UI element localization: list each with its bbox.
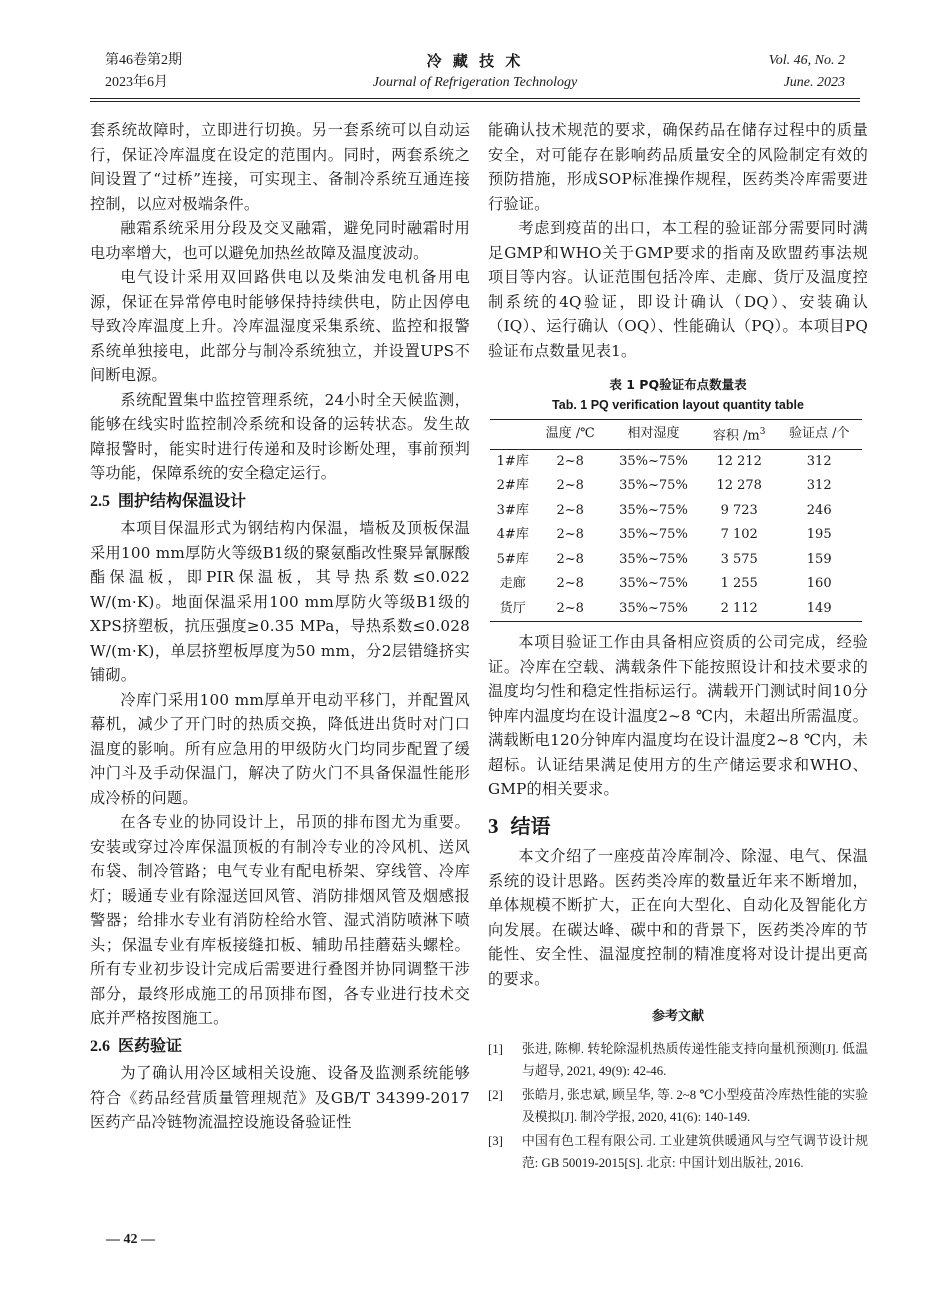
table-cell: 9 723: [720, 502, 758, 518]
table-cell: 2#库: [496, 478, 529, 494]
volume-issue-en: Vol. 46, No. 2: [768, 53, 845, 68]
table-row: [490, 474, 862, 499]
table-cell: 2~8: [556, 527, 584, 543]
table-header-row: [490, 420, 862, 450]
paragraph: 在各专业的协同设计上，吊顶的排布图尤为重要。安装或穿过冷库保温顶板的有制冷专业的冷风机、送风布袋、制冷管路；电气专业有配电桥架、穿线管、冷库灯；暖通专业有除湿送回风管、消防排烟风管及烟感报警器；给排水专业有消防栓给水管、湿式消防喷淋下喷头；保温专业有库板接缝扣板、辅助吊挂蘑菇头螺栓。所有专业初步设计完成后需要进行叠图并协同调整干涉部分，最终形成施工的吊顶排布图，各专业进行技术交底并严格按图施工。: [90, 813, 470, 1027]
table-cell: 3 575: [720, 551, 758, 567]
paragraph: 本项目验证工作由具备相应资质的公司完成，经验证。冷库在空载、满载条件下能按照设计和技术要求的温度均匀性和稳定性指标运行。满载开门测试时间10分钟库内温度均在设计温度2~8 ℃内，未超出所需温度。满载断电120分钟库内温度均在设计温度2~8 ℃内，未超标。认证结果满足使用方的生产储运要求和WHO、GMP的相关要求。: [488, 633, 868, 799]
table-row: [490, 449, 862, 474]
table-row: [490, 572, 862, 597]
table-cell: 2 112: [720, 600, 758, 616]
table-cell: 35%~75%: [619, 527, 688, 543]
reference-item: [488, 1130, 868, 1174]
section-number: 3: [488, 813, 499, 838]
table-cell: 5#库: [496, 551, 529, 567]
section-number: 2.6: [90, 1037, 110, 1055]
table-cell: 2~8: [556, 453, 584, 469]
paragraph: 电气设计采用双回路供电以及柴油发电机备用电源，保证在异常停电时能够保持持续供电，防止因停电导致冷库温度上升。冷库温湿度采集系统、监控和报警系统单独接电，此部分与制冷系统独立，并设置UPS不间断电源。: [90, 268, 470, 384]
table-cell: 312: [806, 453, 832, 469]
table-cell: 7 102: [720, 527, 758, 543]
table-cell: 2~8: [556, 502, 584, 518]
table-cell: 1 255: [720, 576, 758, 592]
paragraph: 套系统故障时，立即进行切换。另一套系统可以自动运行，保证冷库温度在设定的范围内。同时，两套系统之间设置了“过桥”连接，可实现主、备制冷系统互通连接控制，以应对极端条件。: [90, 121, 470, 213]
paragraph: 系统配置集中监控管理系统，24小时全天候监测，能够在线实时监控制冷系统和设备的运转状态。发生故障报警时，能实时进行传递和及时诊断处理，事前预判等功能，保障系统的安全稳定运行。: [90, 390, 470, 482]
column-header: [490, 420, 536, 450]
reference-number: [1]: [488, 1041, 503, 1056]
table-cell: 35%~75%: [619, 502, 688, 518]
right-column: [488, 118, 868, 1176]
journal-title-en: Journal of Refrigeration Technology: [372, 75, 578, 90]
table-cell: 2~8: [556, 576, 584, 592]
table-cell: 3#库: [496, 502, 529, 518]
left-column: [90, 118, 470, 1135]
table-cell: 35%~75%: [619, 478, 688, 494]
table-cell: 2~8: [556, 478, 584, 494]
table-row: [490, 597, 862, 622]
table-cell: 走廊: [499, 576, 526, 592]
table-cell: 1#库: [496, 453, 529, 469]
table-body: [490, 449, 862, 622]
table-cell: 12 278: [716, 478, 762, 494]
section-number: 2.5: [90, 492, 110, 510]
superscript: 3: [759, 427, 766, 437]
reference-text: 中国有色工程有限公司. 工业建筑供暖通风与空气调节设计规范: GB 50019-2015[S]. 北京: 中国计划出版社, 2016.: [522, 1133, 868, 1170]
table-cell: 2~8: [556, 551, 584, 567]
table-cell: 312: [806, 478, 832, 494]
section-heading-2-6: [90, 1034, 470, 1060]
reference-number: [3]: [488, 1133, 503, 1148]
column-header-text: 容积 /m: [712, 428, 760, 444]
paragraph: 考虑到疫苗的出口，本工程的验证部分需要同时满足GMP和WHO关于GMP要求的指南及欧盟药事法规项目等内容。认证范围包括冷库、走廊、货厅及温度控制系统的4Q验证，即设计确认（DQ）、安装确认（IQ）、运行确认（OQ）、性能确认（PQ）。本项目PQ验证布点数量见表1。: [488, 219, 868, 360]
column-header: [702, 420, 776, 450]
issue-date-en: June. 2023: [783, 75, 845, 90]
paragraph: 本文介绍了一座疫苗冷库制冷、除湿、电气、保温系统的设计思路。医药类冷库的数量近年来不断增加，单体规模不断扩大，正在向大型化、自动化及智能化方向发展。在碳达峰、碳中和的背景下，医药类冷库的节能性、安全性、温湿度控制的精准度将对设计提出更高的要求。: [488, 847, 868, 988]
page-header: [0, 0, 950, 100]
table-row: [490, 523, 862, 548]
journal-title-cn: 冷 藏 技 术: [426, 52, 524, 70]
section-title: 医药验证: [118, 1035, 183, 1055]
paragraph: 本项目保温形式为钢结构内保温，墙板及顶板保温采用100 mm厚防火等级B1级的聚氨酯改性聚异氰脲酸酯保温板，即PIR保温板，其导热系数≤0.022 W/(m·K)。地面保温采用100 mm厚防火等级B1级的XPS挤塑板，抗压强度≥0.35 MPa，导热系数≤0.028 W/(m·K)，单层挤塑板厚度为50 mm，分2层错缝挤实铺砌。: [90, 519, 470, 684]
reference-item: [488, 1084, 868, 1128]
paragraph: 冷库门采用100 mm厚单开电动平移门，并配置风幕机，减少了开门时的热质交换，降低进出货时对门口温度的影响。所有应急用的甲级防火门均同步配置了缓冲门斗及手动保温门，解决了防火门不具备保温性能形成冷桥的问题。: [90, 690, 470, 807]
issue-info-en: [769, 50, 845, 94]
column-header: 相对湿度: [627, 426, 680, 442]
header-rule-thin: [90, 101, 860, 102]
section-title: 结语: [510, 813, 551, 838]
volume-issue: 第46卷第2期: [105, 53, 182, 68]
table-cell: 12 212: [716, 453, 762, 469]
column-header: 温度 /℃: [545, 426, 595, 442]
table-caption-en: Tab. 1 PQ verification layout quantity table: [552, 398, 804, 412]
table-cell: 159: [806, 551, 832, 567]
table-caption-cn: 表 1 PQ验证布点数量表: [609, 377, 747, 392]
section-heading-2-5: [90, 489, 470, 515]
table-row: [490, 548, 862, 573]
paragraph: 为了确认用冷区域相关设施、设备及监测系统能够符合《药品经营质量管理规范》及GB/T 34399-2017医药产品冷链物流温控设施设备验证性: [90, 1064, 470, 1131]
paragraph: 融霜系统采用分段及交叉融霜，避免同时融霜时用电功率增大，也可以避免加热丝故障及温度波动。: [90, 219, 470, 262]
table-cell: 4#库: [496, 527, 529, 543]
table-cell: 149: [806, 600, 832, 616]
references-title: 参考文献: [651, 1009, 704, 1025]
section-heading-3: [488, 814, 868, 839]
table-cell: 2~8: [556, 600, 584, 616]
table-cell: 35%~75%: [619, 453, 688, 469]
reference-text: 张进, 陈柳. 转轮除湿机热质传递性能支持向量机预测[J]. 低温与超导, 2021, 49(9): 42-46.: [522, 1041, 868, 1078]
table-row: [490, 499, 862, 524]
reference-text: 张皓月, 张忠斌, 顾呈华, 等. 2~8 ℃小型疫苗冷库热性能的实验及模拟[J]. 制冷学报, 2020, 41(6): 140-149.: [522, 1087, 868, 1124]
reference-number: [2]: [488, 1087, 503, 1102]
pq-table: [490, 419, 862, 622]
section-title: 围护结构保温设计: [118, 490, 247, 510]
references-list: [488, 1038, 868, 1174]
issue-date: 2023年6月: [105, 75, 168, 90]
reference-item: [488, 1038, 868, 1082]
header-rule: [90, 98, 860, 99]
table-cell: 35%~75%: [619, 600, 688, 616]
page-number: — 42 —: [106, 1232, 155, 1247]
table-cell: 195: [806, 527, 832, 543]
column-header: 验证点 /个: [788, 426, 850, 442]
paragraph: 能确认技术规范的要求，确保药品在储存过程中的质量安全，对可能存在影响药品质量安全的风险制定有效的预防措施，形成SOP标准操作规程，医药类冷库需要进行验证。: [488, 121, 868, 213]
table-cell: 35%~75%: [619, 576, 688, 592]
table-cell: 35%~75%: [619, 551, 688, 567]
table-cell: 160: [806, 576, 832, 592]
table-cell: 246: [806, 502, 832, 518]
table-cell: 货厅: [499, 600, 526, 616]
